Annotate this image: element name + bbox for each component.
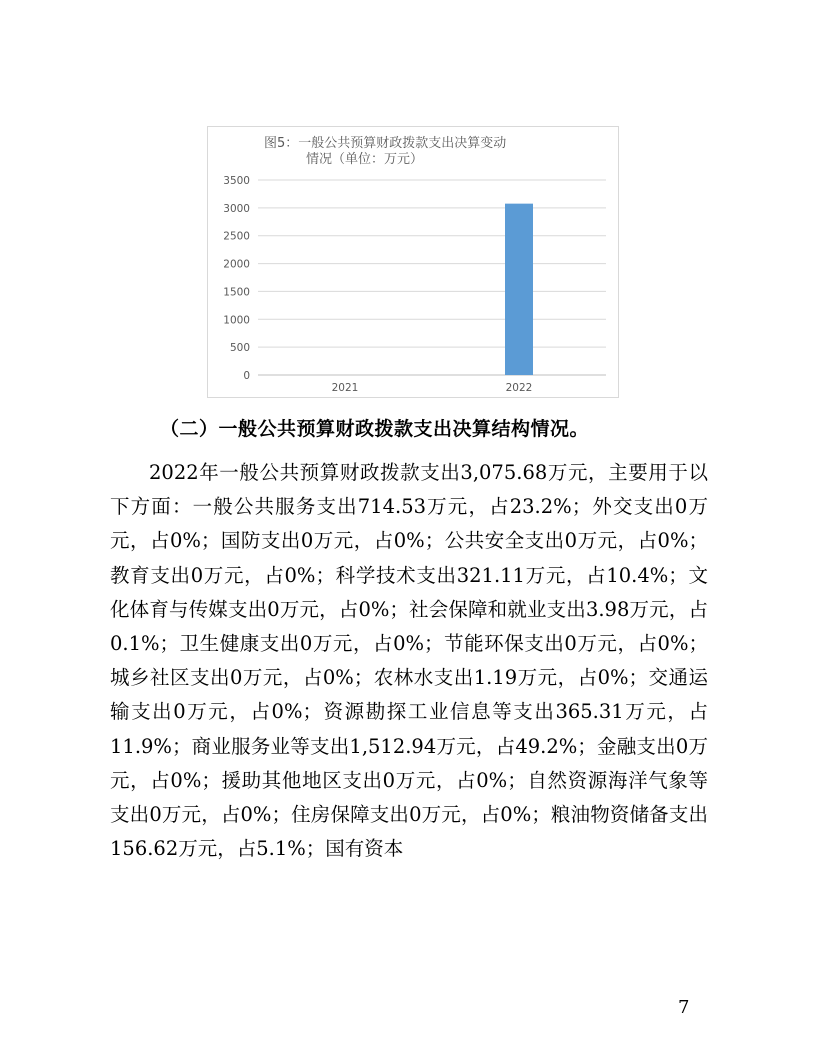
bar-2022: [505, 204, 533, 375]
chart-container: [207, 126, 619, 398]
page-number: 7: [678, 997, 690, 1018]
bar-chart: [208, 127, 620, 399]
chart-title-line-1: 图5：一般公共预算财政拨款支出决算变动: [264, 136, 507, 151]
x-tick-label: 2022: [505, 382, 533, 394]
y-tick-label: 2000: [223, 258, 250, 271]
y-tick-label: 0: [243, 370, 250, 382]
section-heading: （二）一般公共预算财政拨款支出决算结构情况。: [160, 418, 590, 440]
chart-title-line-2: 情况（单位：万元）: [306, 152, 424, 167]
y-tick-label: 1500: [223, 286, 250, 299]
x-tick-label: 2021: [331, 382, 359, 394]
y-tick-label: 1000: [223, 314, 250, 327]
y-tick-label: 500: [229, 342, 250, 355]
body-paragraph: 2022年一般公共预算财政拨款支出3,075.68万元，主要用于以下方面：一般公共服务支出714.53万元，占23.2%；外交支出0万元，占0%；国防支出0万元，占0%；公共安全支出0万元，占0%；教育支出0万元，占0%；科学技术支出321.11万元，占10.4%；文化体育与传媒支出0万元，占0%；社会保障和就业支出3.98万元，占0.1%；卫生健康支出0万元，占0%；节能环保支出0万元，占0%；城乡社区支出0万元，占0%；农林水支出1.19万元，占0%；交通运输支出0万元，占0%；资源勘探工业信息等支出365.31万元，占11.9%；商业服务业等支出1,512.94万元，占49.2%；金融支出0万元，占0%；援助其他地区支出0万元，占0%；自然资源海洋气象等支出0万元，占0%；住房保障支出0万元，占0%；粮油物资储备支出156.62万元，占5.1%；国有资本: [110, 461, 708, 861]
y-tick-label: 2500: [223, 230, 250, 243]
y-tick-label: 3500: [223, 175, 250, 187]
y-tick-label: 3000: [223, 202, 250, 215]
